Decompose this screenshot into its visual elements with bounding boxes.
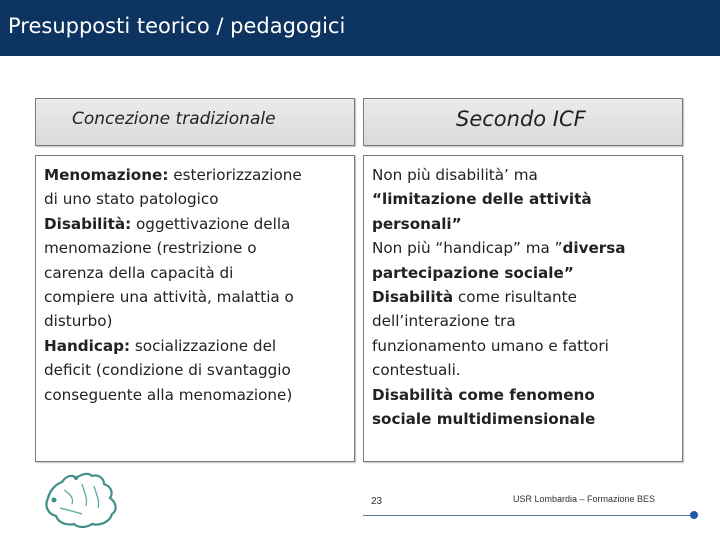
right-text-line — [372, 285, 678, 309]
page-number: 23 — [371, 496, 383, 507]
title-bar — [0, 0, 720, 56]
left-text-line — [44, 285, 344, 309]
left-text-line — [44, 212, 344, 236]
left-text-line — [44, 309, 344, 333]
right-text-line — [372, 187, 678, 211]
right-text-line — [372, 212, 678, 236]
left-text-line — [44, 236, 344, 260]
left-text-segment: conseguente alla menomazione) — [44, 385, 293, 404]
footer-text: USR Lombardia – Formazione BES — [513, 494, 656, 504]
left-text-line — [44, 163, 344, 187]
left-text-segment: socializzazione del — [130, 336, 277, 355]
left-text-line — [44, 358, 344, 382]
right-text-line — [372, 163, 678, 187]
left-text-line — [44, 187, 344, 211]
icf-text — [372, 163, 678, 431]
header-icf-label: Secondo ICF — [456, 107, 586, 131]
right-text-segment: Disabilità come fenomeno — [372, 385, 595, 404]
right-text-segment: funzionamento umano e fattori — [372, 336, 609, 355]
right-text-line — [372, 236, 678, 260]
right-text-line — [372, 309, 678, 333]
right-text-segment: come risultante — [453, 288, 577, 307]
left-text-segment: Disabilità: — [44, 214, 132, 233]
right-text-line — [372, 383, 678, 407]
content-icf — [363, 155, 683, 462]
header-icf — [363, 98, 683, 146]
right-text-segment: contestuali. — [372, 361, 461, 380]
right-text-line — [372, 261, 678, 285]
left-text-line — [44, 383, 344, 407]
right-text-line — [372, 407, 678, 431]
right-text-segment: personali” — [372, 214, 462, 233]
right-text-segment: “limitazione delle attività — [372, 190, 592, 209]
left-text-segment: oggettivazione della — [131, 214, 291, 233]
slide-title: Presupposti teorico / pedagogici — [8, 14, 346, 38]
traditional-text — [44, 163, 344, 407]
right-text-line — [372, 334, 678, 358]
right-text-segment: partecipazione sociale” — [372, 263, 574, 282]
header-traditional — [35, 98, 355, 146]
left-text-segment: disturbo) — [44, 312, 113, 331]
footer-dot — [690, 511, 698, 519]
right-text-segment: sociale multidimensionale — [372, 410, 596, 429]
right-text-segment: Non più disabilità’ ma — [372, 166, 538, 184]
left-text-line — [44, 261, 344, 285]
right-text-segment: Disabilità — [372, 288, 454, 307]
right-text-segment: dell’interazione tra — [372, 312, 516, 331]
left-text-segment: deficit (condizione di svantaggio — [44, 361, 291, 380]
left-text-line — [44, 334, 344, 358]
left-text-segment: esteriorizzazione — [168, 166, 302, 184]
right-text-line — [372, 358, 678, 382]
lombardia-map-icon — [38, 468, 134, 532]
header-traditional-label: Concezione tradizionale — [72, 109, 276, 129]
left-text-segment: menomazione (restrizione o — [44, 239, 257, 258]
right-text-segment: diversa — [562, 239, 626, 258]
left-text-segment: di uno stato patologico — [44, 190, 219, 209]
footer-divider — [363, 515, 693, 516]
left-text-segment: Menomazione: — [44, 166, 169, 184]
right-text-segment: Non più “handicap” ma ” — [372, 239, 563, 258]
left-text-segment: carenza della capacità di — [44, 263, 234, 282]
left-text-segment: Handicap: — [44, 336, 131, 355]
left-text-segment: compiere una attività, malattia o — [44, 288, 294, 307]
content-traditional — [35, 155, 355, 462]
